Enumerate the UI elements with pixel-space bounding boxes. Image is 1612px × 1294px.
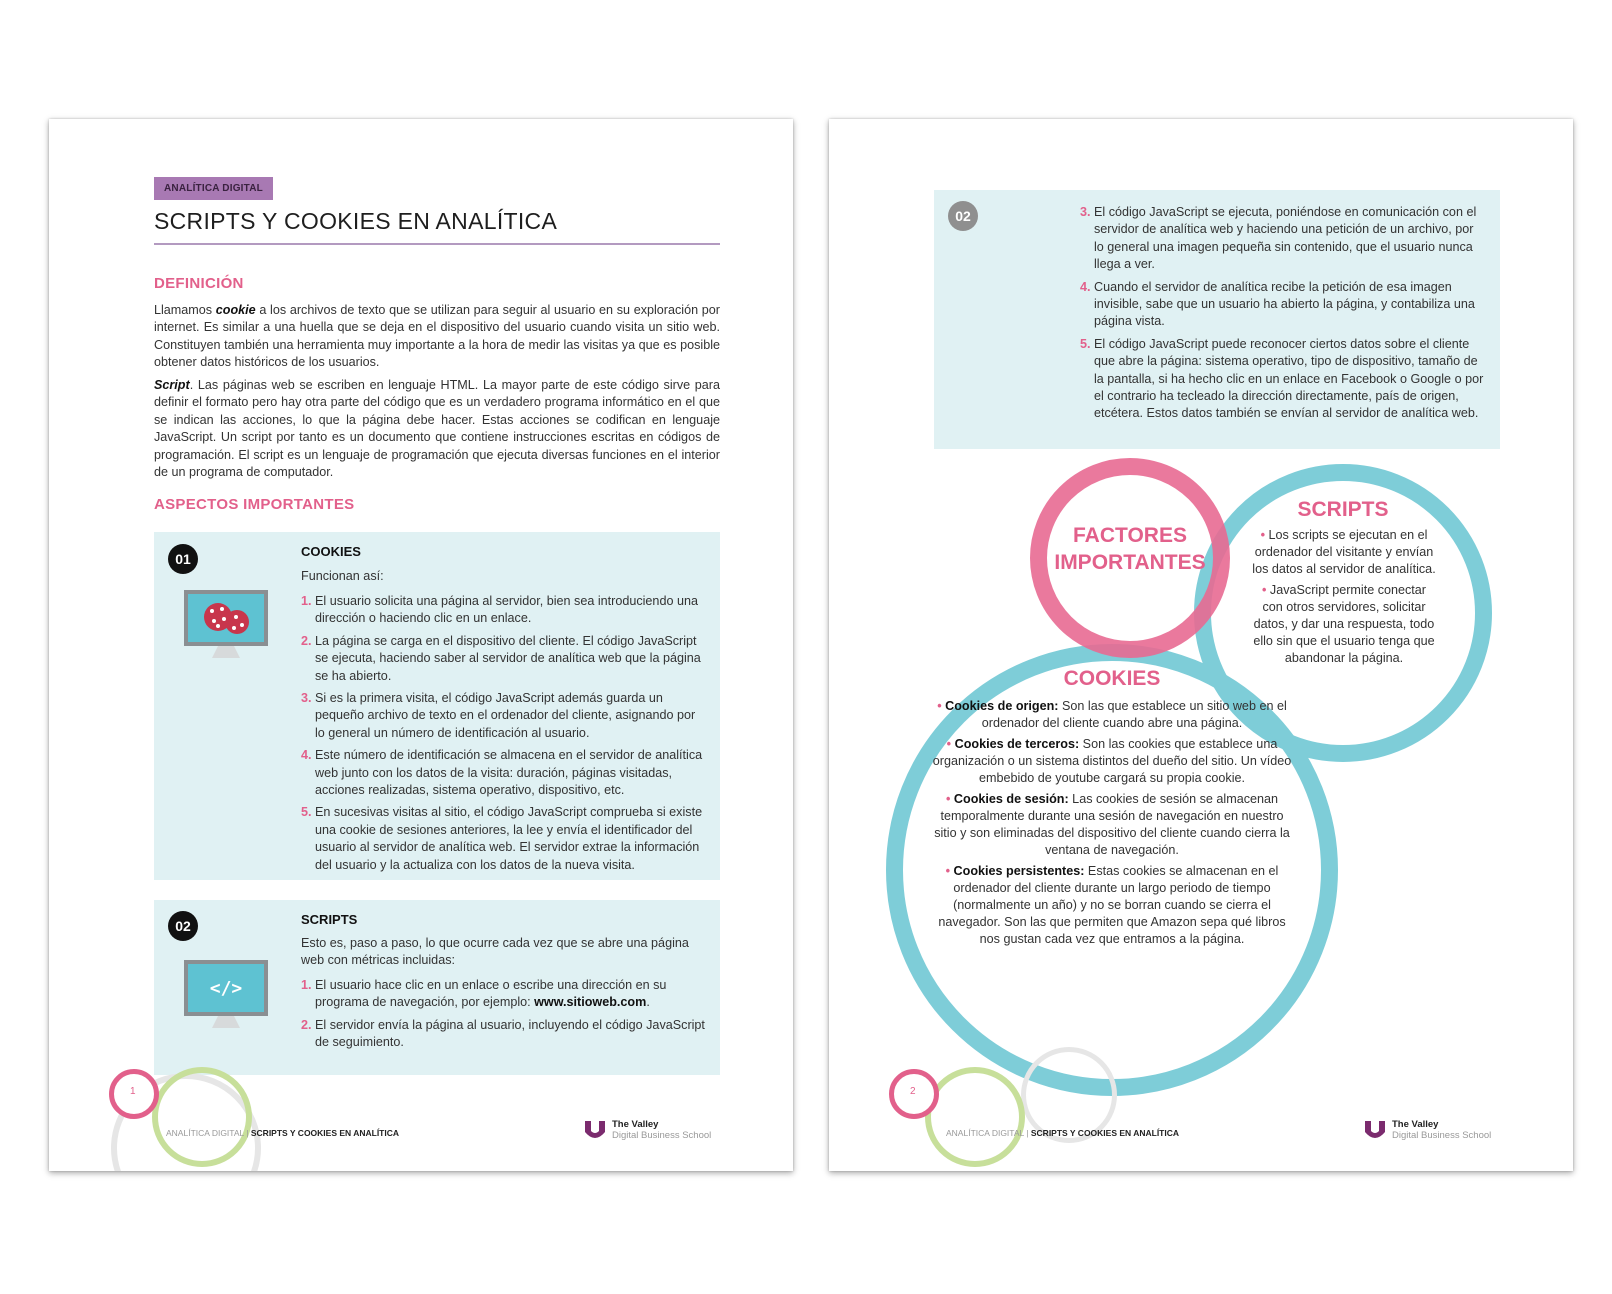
page-number: 2 <box>910 1086 916 1097</box>
svg-text:</>: </> <box>209 978 243 999</box>
scripts-circle-title: SCRIPTS <box>1297 498 1389 521</box>
page-number: 1 <box>130 1086 136 1097</box>
definition-paragraph-1: Llamamos cookie a los archivos de texto que se utilizan para seguir al usuario en su exploración por internet. Es similar a una huella que se deja en el dispositivo del usuario cuando visita un sitio web. Constituyen también una herramienta muy importante a la hora de medir las visitas ya que es posible obtener datos históricos de los usuarios. <box>154 303 720 370</box>
cookie-type-item: • Cookies de sesión: Las cookies de sesión se almacenan temporalmente durante una sesión de navegación en nuestro sitio y son eliminadas del dispositivo del cliente cuando cierra la ventana de navegación. <box>934 792 1290 857</box>
valley-u-logo-icon <box>1364 1120 1386 1140</box>
scripts-heading: SCRIPTS <box>301 912 358 927</box>
title-divider <box>154 243 720 245</box>
list-item: 3. Si es la primera visita, el código JavaScript además guarda un pequeño archivo de texto en el ordenador del cliente, asignando por lo general un número de identificación al usuario. <box>301 691 696 740</box>
cookie-type-item: • Cookies de terceros: Son las cookies que establece una organización o un sistema distintos del dueño del sitio. Un vídeo embebido de youtube cargará su propia cookie. <box>932 737 1292 785</box>
list-item: 2. La página se carga en el dispositivo del cliente. El código JavaScript se ejecuta, haciendo saber al servidor de analítica web que la página se ha abierto. <box>301 633 701 683</box>
list-item: 4. Este número de identificación se almacena en el servidor de analítica web junto con los datos de la visita: duración, páginas visitadas, acciones realizadas, sistema operativo, dispositivo, etc. <box>301 748 703 798</box>
scripts-box <box>154 900 720 1075</box>
decor-ring-green <box>152 1067 252 1167</box>
page-2 <box>829 119 1573 1171</box>
scripts-intro: Esto es, paso a paso, lo que ocurre cada vez que se abre una página web con métricas incluidas: <box>301 936 689 968</box>
cookie-type-item: • Cookies persistentes: Estas cookies se almacenan en el ordenador del cliente durante un largo periodo de tiempo (normalmente un año) y no se borran cuando se cierra el navegador. Son las que permiten que Amazon sepa qué libros nos gustan cada vez que entramos a la página. <box>938 864 1286 946</box>
script-term: Script <box>154 378 190 392</box>
scripts-bullets: • Los scripts se ejecutan en el ordenador del visitante y envían los datos al servidor de analítica. • JavaScript permite conectar con otros servidores, solicitar datos, y dar una respuesta, todo ello sin que el usuario tenga que abandonar la página. <box>1252 528 1436 665</box>
example-link[interactable]: www.sitioweb.com <box>534 995 647 1010</box>
footer-breadcrumb: ANALÍTICA DIGITAL | SCRIPTS Y COOKIES EN ANALÍTICA <box>166 1128 400 1138</box>
badge-02: 02 <box>168 911 198 941</box>
list-item: 5. En sucesivas visitas al sitio, el código JavaScript comprueba si existe una cookie de sesiones anteriores, la lee y envía el identificador del usuario al servidor de analítica web. El servidor extrae la información del usuario y la actualiza con los datos de la nueva visita. <box>301 805 703 872</box>
badge-01: 01 <box>168 544 198 574</box>
list-item: 2. El servidor envía la página al usuario, incluyendo el código JavaScript de seguimiento. <box>301 1017 705 1050</box>
scripts-steps-list <box>301 977 706 1057</box>
the-valley-logo: The Valley Digital Business School <box>584 1119 711 1141</box>
list-item: 1. El usuario solicita una página al servidor, bien sea introduciendo una dirección o haciendo clic en un enlace. <box>301 594 698 626</box>
badge-02-grey: 02 <box>948 201 978 231</box>
page-1 <box>49 119 793 1171</box>
decor-ring-green <box>925 1067 1025 1167</box>
cookies-steps-list <box>301 593 706 879</box>
list-item: 1. El usuario hace clic en un enlace o escribe una dirección en su programa de navegación, por ejemplo: www.sitioweb.com. <box>301 978 667 1010</box>
definition-heading: DEFINICIÓN <box>154 275 244 292</box>
cookie-type-item: • Cookies de origen: Son las que establece un sitio web en el ordenador del cliente cuando abre una página. <box>937 699 1287 730</box>
category-tag: ANALÍTICA DIGITAL <box>154 177 273 200</box>
cookies-box <box>154 532 720 880</box>
the-valley-logo: The Valley Digital Business School <box>1364 1119 1491 1141</box>
cookies-circle-title: COOKIES <box>1063 667 1161 690</box>
page-title: SCRIPTS Y COOKIES EN ANALÍTICA <box>154 208 558 234</box>
list-item: 4. Cuando el servidor de analítica recibe la petición de esa imagen invisible, sabe que un usuario ha abierto la página, y contabiliza una página vista. <box>1080 279 1475 329</box>
monitor-cookie-icon <box>184 590 268 660</box>
footer-breadcrumb: ANALÍTICA DIGITAL | SCRIPTS Y COOKIES EN ANALÍTICA <box>946 1128 1180 1138</box>
list-item: 5. El código JavaScript puede reconocer ciertos datos sobre el cliente que abre la página: sistema operativo, tipo de dispositivo, tamaño de la pantalla, si ha hecho clic en un enlace en Facebook o Google o por el contrario ha tecleado la dirección directamente, país de origen, etcétera. Estos datos también se envían al servidor de analítica web. <box>1080 336 1484 421</box>
cookies-bullets <box>932 698 1292 952</box>
monitor-code-icon <box>184 960 268 1030</box>
scripts-box-continued <box>934 190 1500 449</box>
aspects-heading: ASPECTOS IMPORTANTES <box>154 496 355 513</box>
cookie-term: cookie <box>215 303 256 317</box>
scripts-steps-list-continued <box>1080 204 1486 428</box>
valley-u-logo-icon <box>584 1120 606 1140</box>
factors-title: FACTORES IMPORTANTES <box>1054 524 1206 574</box>
list-item: 3. El código JavaScript se ejecuta, poniéndose en comunicación con el servidor de analítica web y haciendo una petición de un archivo, por lo general una imagen pequeña sin contenido, que el usuario nunca llega a ver. <box>1080 205 1477 272</box>
cookies-heading: COOKIES <box>301 544 361 559</box>
definition-paragraph-2: Script. Las páginas web se escriben en lenguaje HTML. La mayor parte de este código sirve para definir el formato pero hay otra parte del código que es un verdadero programa informático en el que se indican las acciones, lo que la página debe hacer. Estas acciones se codifican en lenguaje JavaScript. Un script por tanto es un documento que contiene instrucciones escritas en códigos de programación. El script es un lenguaje de programación que ejecuta diversas funciones en el interior de un programa de computador. <box>154 378 720 480</box>
cookies-intro: Funcionan así: <box>301 569 384 583</box>
